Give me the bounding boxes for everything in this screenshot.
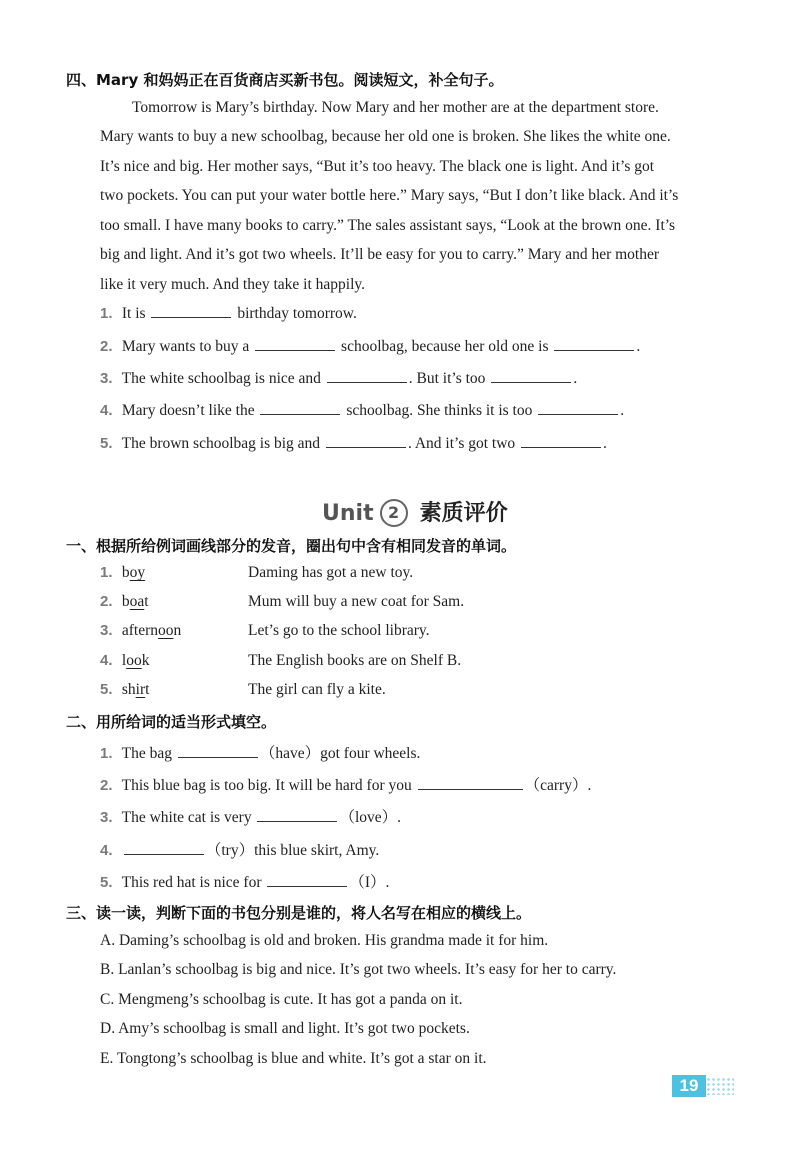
answer-blank[interactable]	[521, 435, 601, 448]
phonics-sentence[interactable]: Let’s go to the school library.	[248, 622, 430, 639]
question-text: .	[620, 402, 625, 419]
question-number: 4.	[100, 842, 113, 859]
unit-title	[322, 496, 508, 527]
phonics-item	[100, 593, 149, 611]
question-number: 1.	[100, 305, 113, 322]
phonics-sentence[interactable]: The English books are on Shelf B.	[248, 652, 462, 669]
phonics-sentence[interactable]: The girl can fly a kite.	[248, 681, 386, 698]
phonics-item	[100, 681, 149, 699]
underlined-letters: oa	[129, 593, 145, 610]
question-number: 1.	[100, 745, 113, 762]
question-text: . And it’s got two	[407, 435, 516, 452]
fill-question-4	[100, 838, 379, 860]
underlined-letters: oo	[126, 652, 142, 669]
question-text: （try）this blue skirt, Amy.	[205, 842, 380, 859]
phonics-sentence[interactable]: Mum will buy a new coat for Sam.	[248, 593, 465, 610]
answer-blank[interactable]	[124, 842, 204, 855]
answer-blank[interactable]	[260, 402, 340, 415]
underlined-letters: oy	[129, 564, 146, 581]
question-number: 5.	[100, 435, 113, 452]
question-text: （love）.	[339, 809, 402, 826]
part-one-heading: 一、根据所给例词画线部分的发音，圈出句中含有相同发音的单词。	[66, 537, 517, 555]
answer-blank[interactable]	[267, 874, 347, 887]
answer-blank[interactable]	[257, 809, 337, 822]
question-4	[100, 402, 624, 420]
question-text: .	[603, 435, 607, 452]
question-text: birthday tomorrow.	[237, 305, 357, 322]
answer-blank[interactable]	[326, 435, 406, 448]
unit-word: Unit	[322, 501, 374, 526]
answer-blank[interactable]	[255, 338, 335, 351]
question-number: 3.	[100, 370, 113, 387]
answer-blank[interactable]	[178, 745, 258, 758]
item-number: 5.	[100, 681, 113, 698]
question-text: Mary doesn’t like the	[121, 402, 255, 419]
question-text: .	[573, 370, 578, 387]
description-line: E. Tongtong’s schoolbag is blue and white. It’s got a star on it.	[100, 1050, 487, 1067]
fill-question-1	[100, 741, 420, 763]
passage-line: Tomorrow is Mary’s birthday. Now Mary and her mother are at the department store.	[132, 99, 659, 116]
phonics-item	[100, 564, 145, 582]
item-number: 1.	[100, 564, 113, 581]
question-3	[100, 370, 577, 388]
passage-line: like it very much. And they take it happily.	[100, 276, 366, 293]
question-number: 5.	[100, 874, 113, 891]
fill-question-2	[100, 773, 591, 795]
part-two-heading: 二、用所给词的适当形式填空。	[66, 713, 277, 731]
passage-line: too small. I have many books to carry.” The sales assistant says, “Look at the brown one. It’s	[100, 217, 676, 234]
page-number: 19	[672, 1075, 706, 1097]
example-word: boy	[121, 564, 146, 581]
page-number-dot-pattern	[706, 1077, 734, 1095]
example-word: afternoon	[121, 622, 182, 639]
unit-label: 素质评价	[419, 501, 508, 526]
unit-number-badge: 2	[380, 499, 408, 527]
section-four-heading: 四、Mary 和妈妈正在百货商店买新书包。阅读短文，补全句子。	[66, 71, 504, 89]
passage-line: two pockets. You can put your water bottle here.” Mary says, “But I don’t like black. And it’s	[100, 187, 679, 204]
phonics-sentence[interactable]: Daming has got a new toy.	[248, 564, 414, 581]
example-word: look	[121, 652, 150, 669]
passage-line: big and light. And it’s got two wheels. It’ll be easy for you to carry.” Mary and her mother	[100, 246, 660, 263]
question-text: It is	[121, 305, 146, 322]
question-text: schoolbag. She thinks it is too	[346, 402, 533, 419]
question-text: .	[636, 338, 641, 355]
example-word: shirt	[121, 681, 150, 698]
item-number: 2.	[100, 593, 113, 610]
passage-line: Mary wants to buy a new schoolbag, because her old one is broken. She likes the white one.	[100, 128, 671, 145]
underlined-letters: ir	[135, 681, 146, 698]
description-line: B. Lanlan’s schoolbag is big and nice. It’s got two wheels. It’s easy for her to carry.	[100, 961, 617, 978]
answer-blank[interactable]	[151, 305, 231, 318]
question-text: The white cat is very	[121, 809, 252, 826]
item-number: 3.	[100, 622, 113, 639]
phonics-item	[100, 622, 181, 640]
description-line: D. Amy’s schoolbag is small and light. It’s got two pockets.	[100, 1020, 470, 1037]
question-text: The white schoolbag is nice and	[121, 370, 321, 387]
phonics-item	[100, 652, 149, 670]
question-text: The bag	[121, 745, 172, 762]
question-text: （I）.	[349, 874, 390, 891]
question-text: The brown schoolbag is big and	[121, 435, 321, 452]
answer-blank[interactable]	[327, 370, 407, 383]
question-text: This blue bag is too big. It will be hard for you	[121, 777, 412, 794]
answer-blank[interactable]	[491, 370, 571, 383]
question-number: 2.	[100, 777, 113, 794]
part-three-heading: 三、读一读，判断下面的书包分别是谁的，将人名写在相应的横线上。	[66, 904, 532, 922]
question-text: . But it’s too	[408, 370, 486, 387]
fill-question-5	[100, 870, 389, 892]
item-number: 4.	[100, 652, 113, 669]
question-text: schoolbag, because her old one is	[341, 338, 549, 355]
question-number: 2.	[100, 338, 113, 355]
description-line: C. Mengmeng’s schoolbag is cute. It has got a panda on it.	[100, 991, 463, 1008]
question-2	[100, 338, 640, 356]
example-word: boat	[121, 593, 149, 610]
answer-blank[interactable]	[418, 777, 523, 790]
question-number: 4.	[100, 402, 113, 419]
description-line: A. Daming’s schoolbag is old and broken. His grandma made it for him.	[100, 932, 549, 949]
fill-question-3	[100, 805, 401, 827]
answer-blank[interactable]	[554, 338, 634, 351]
question-text: （have）got four wheels.	[259, 745, 421, 762]
question-text: Mary wants to buy a	[121, 338, 250, 355]
underlined-letters: oo	[158, 622, 174, 639]
answer-blank[interactable]	[538, 402, 618, 415]
question-number: 3.	[100, 809, 113, 826]
question-text: （carry）.	[524, 777, 592, 794]
question-text: This red hat is nice for	[121, 874, 262, 891]
question-1	[100, 305, 357, 323]
passage-line: It’s nice and big. Her mother says, “But it’s too heavy. The black one is light. And it’s got	[100, 158, 655, 175]
question-5	[100, 435, 607, 453]
